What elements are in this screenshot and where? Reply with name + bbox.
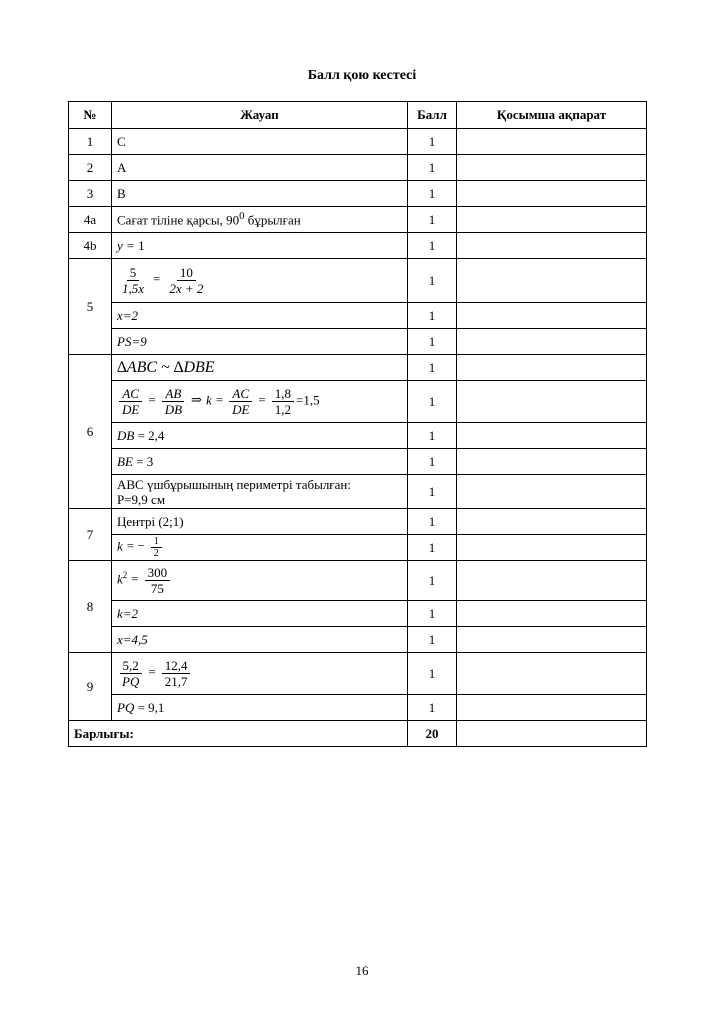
answer-text: Сағат тіліне қарсы, 90 bbox=[117, 212, 240, 228]
row-score: 1 bbox=[408, 155, 457, 181]
exponent: 2 bbox=[122, 570, 128, 581]
var-k: k bbox=[205, 392, 212, 408]
row-answer: x=2 bbox=[112, 303, 408, 329]
row-answer bbox=[112, 381, 408, 423]
value: = 2,4 bbox=[137, 427, 165, 443]
row-answer bbox=[112, 233, 408, 259]
row-answer: B bbox=[112, 181, 408, 207]
fraction-numerator: 10 bbox=[177, 265, 196, 281]
fraction-denominator: PQ bbox=[122, 674, 140, 689]
fraction bbox=[151, 536, 162, 559]
table-row bbox=[69, 259, 647, 303]
table-row bbox=[69, 695, 647, 721]
row-score: 1 bbox=[408, 695, 457, 721]
row-score: 1 bbox=[408, 627, 457, 653]
row-num: 1 bbox=[69, 129, 112, 155]
var-k: k bbox=[117, 538, 123, 554]
header-answer: Жауап bbox=[112, 102, 408, 129]
row-answer bbox=[112, 535, 408, 561]
table-row bbox=[69, 155, 647, 181]
header-extra: Қосымша ақпарат bbox=[457, 102, 647, 129]
row-answer: ∆ABC ~ ∆DBE bbox=[112, 355, 408, 381]
value: 1 bbox=[138, 237, 145, 253]
table-row bbox=[69, 233, 647, 259]
row-num: 9 bbox=[69, 653, 112, 721]
row-answer: x=4,5 bbox=[112, 627, 408, 653]
fraction-denominator: DE bbox=[122, 402, 140, 417]
table-row bbox=[69, 423, 647, 449]
row-extra bbox=[457, 561, 647, 601]
row-extra bbox=[457, 329, 647, 355]
equals-sign: = bbox=[153, 271, 161, 287]
row-score: 1 bbox=[408, 561, 457, 601]
row-answer bbox=[112, 449, 408, 475]
row-score: 1 bbox=[408, 509, 457, 535]
page-title: Балл қою кестесі bbox=[307, 68, 417, 83]
degree-superscript: 0 bbox=[239, 210, 245, 223]
fraction-numerator: 5,2 bbox=[120, 658, 142, 674]
table-row bbox=[69, 561, 647, 601]
total-score: 20 bbox=[408, 721, 457, 747]
row-answer bbox=[112, 259, 408, 303]
fraction-numerator: 1 bbox=[151, 536, 162, 548]
row-score: 1 bbox=[408, 129, 457, 155]
var-k: k bbox=[117, 571, 123, 587]
table-row bbox=[69, 207, 647, 233]
table-row bbox=[69, 449, 647, 475]
total-row bbox=[69, 721, 647, 747]
implies-arrow: ⇒ bbox=[191, 392, 202, 408]
row-answer bbox=[112, 475, 408, 509]
fraction bbox=[119, 658, 142, 689]
row-num: 2 bbox=[69, 155, 112, 181]
fraction-denominator: 75 bbox=[150, 581, 164, 596]
row-extra bbox=[457, 303, 647, 329]
fraction bbox=[272, 386, 294, 417]
row-extra bbox=[457, 653, 647, 695]
row-num: 8 bbox=[69, 561, 112, 653]
var-be: BE bbox=[117, 453, 133, 469]
row-extra bbox=[457, 627, 647, 653]
answer-line: P=9,9 см bbox=[117, 491, 166, 507]
row-score: 1 bbox=[408, 303, 457, 329]
var-db: DB bbox=[117, 427, 135, 443]
fraction-numerator: 12,4 bbox=[162, 658, 191, 674]
row-extra bbox=[457, 129, 647, 155]
row-answer: Центрі (2;1) bbox=[112, 509, 408, 535]
fraction bbox=[162, 658, 191, 689]
row-score: 1 bbox=[408, 381, 457, 423]
fraction bbox=[229, 386, 252, 417]
row-answer bbox=[112, 207, 408, 233]
answer-text-end: бұрылған bbox=[244, 212, 301, 228]
table-row bbox=[69, 381, 647, 423]
row-answer: PS=9 bbox=[112, 329, 408, 355]
row-extra bbox=[457, 155, 647, 181]
table-row bbox=[69, 329, 647, 355]
row-num: 4b bbox=[69, 233, 112, 259]
row-score: 1 bbox=[408, 653, 457, 695]
row-score: 1 bbox=[408, 233, 457, 259]
row-extra bbox=[457, 181, 647, 207]
value: = 9,1 bbox=[137, 699, 165, 715]
equals-sign: = bbox=[215, 392, 224, 408]
fraction-numerator: 1,8 bbox=[272, 386, 294, 402]
table-row bbox=[69, 509, 647, 535]
fraction bbox=[119, 386, 142, 417]
row-extra bbox=[457, 259, 647, 303]
row-extra bbox=[457, 535, 647, 561]
row-extra bbox=[457, 449, 647, 475]
fraction bbox=[119, 265, 147, 296]
row-score: 1 bbox=[408, 355, 457, 381]
table-row bbox=[69, 355, 647, 381]
row-score: 1 bbox=[408, 329, 457, 355]
row-extra bbox=[457, 381, 647, 423]
fraction bbox=[145, 565, 171, 596]
fraction bbox=[162, 386, 185, 417]
answer-line: ABC үшбұрышының периметрі табылған: bbox=[117, 476, 351, 492]
table-row bbox=[69, 303, 647, 329]
row-score: 1 bbox=[408, 535, 457, 561]
row-answer: C bbox=[112, 129, 408, 155]
row-extra bbox=[457, 601, 647, 627]
row-score: 1 bbox=[408, 207, 457, 233]
fraction-numerator: AC bbox=[229, 386, 252, 402]
equals-sign: = bbox=[258, 392, 266, 408]
row-extra bbox=[457, 423, 647, 449]
table-row bbox=[69, 181, 647, 207]
row-answer bbox=[112, 653, 408, 695]
table-row bbox=[69, 627, 647, 653]
page-number: 16 bbox=[355, 963, 369, 978]
equals-sign: = bbox=[148, 664, 156, 680]
equals-sign: = bbox=[148, 392, 156, 408]
fraction-numerator: AC bbox=[119, 386, 142, 402]
fraction-numerator: 300 bbox=[145, 565, 171, 581]
equals-sign: = bbox=[126, 237, 135, 253]
fraction-numerator: AB bbox=[162, 386, 184, 402]
row-answer bbox=[112, 695, 408, 721]
fraction-denominator: DB bbox=[164, 402, 183, 417]
fraction-denominator: 2 bbox=[153, 548, 159, 559]
row-answer bbox=[112, 561, 408, 601]
row-extra bbox=[457, 207, 647, 233]
fraction-numerator: 5 bbox=[127, 265, 140, 281]
scoring-table bbox=[68, 101, 647, 747]
var-y: y bbox=[117, 237, 123, 253]
fraction-denominator: DE bbox=[232, 402, 250, 417]
row-num: 5 bbox=[69, 259, 112, 355]
row-num: 7 bbox=[69, 509, 112, 561]
table-header-row bbox=[69, 102, 647, 129]
row-num: 6 bbox=[69, 355, 112, 509]
fraction-denominator: 21,7 bbox=[164, 674, 188, 689]
result: =1,5 bbox=[296, 392, 320, 408]
row-num: 4a bbox=[69, 207, 112, 233]
fraction-denominator: 2x + 2 bbox=[169, 281, 204, 296]
row-extra bbox=[457, 695, 647, 721]
row-score: 1 bbox=[408, 423, 457, 449]
header-num: № bbox=[69, 102, 112, 129]
row-extra bbox=[457, 475, 647, 509]
equals-minus: = − bbox=[126, 538, 145, 554]
equals-sign: = bbox=[131, 571, 139, 587]
row-extra bbox=[457, 721, 647, 747]
table-row bbox=[69, 535, 647, 561]
var-pq: PQ bbox=[117, 699, 135, 715]
row-score: 1 bbox=[408, 601, 457, 627]
table-row bbox=[69, 601, 647, 627]
row-extra bbox=[457, 233, 647, 259]
value: = 3 bbox=[136, 453, 154, 469]
row-extra bbox=[457, 509, 647, 535]
table-row bbox=[69, 653, 647, 695]
row-score: 1 bbox=[408, 475, 457, 509]
row-score: 1 bbox=[408, 449, 457, 475]
fraction-denominator: 1,2 bbox=[274, 402, 291, 417]
row-score: 1 bbox=[408, 181, 457, 207]
header-score: Балл bbox=[408, 102, 457, 129]
fraction bbox=[166, 265, 206, 296]
row-score: 1 bbox=[408, 259, 457, 303]
table-row bbox=[69, 475, 647, 509]
table-row bbox=[69, 129, 647, 155]
row-answer: k=2 bbox=[112, 601, 408, 627]
fraction-denominator: 1,5x bbox=[122, 281, 145, 296]
row-answer bbox=[112, 423, 408, 449]
row-answer: A bbox=[112, 155, 408, 181]
row-num: 3 bbox=[69, 181, 112, 207]
total-label: Барлығы: bbox=[69, 721, 408, 747]
row-extra bbox=[457, 355, 647, 381]
